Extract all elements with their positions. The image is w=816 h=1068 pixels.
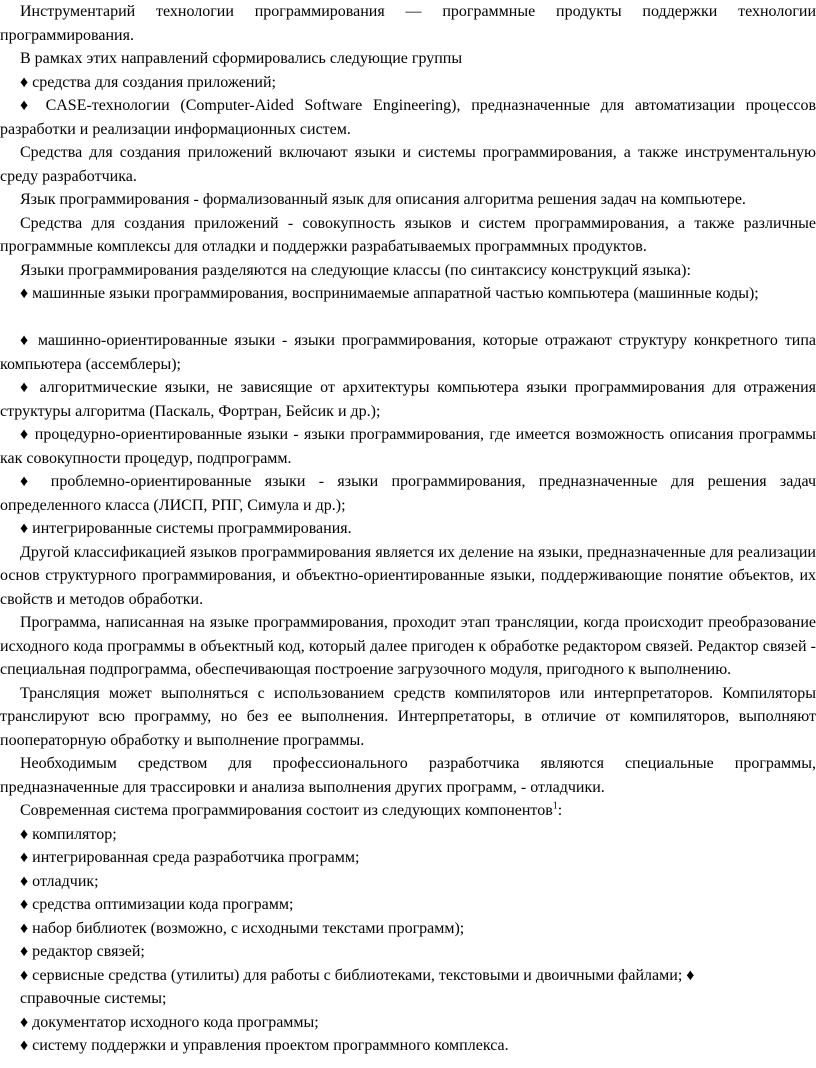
bullet-algorithmic: ♦ алгоритмические языки, не зависящие от архитектуры компьютера языки программирования для отражения структуры алгоритма (Паскаль, Фортран, Бейсик и др.); bbox=[0, 379, 816, 420]
list-item-ide: ♦ интегрированная среда разработчика программ; bbox=[20, 849, 360, 866]
list-item-help-systems: справочные системы; bbox=[20, 990, 167, 1007]
bullet-integrated-systems: ♦ интегрированные системы программирования. bbox=[20, 520, 352, 537]
paragraph-groups-intro: В рамках этих направлений сформировались следующие группы bbox=[20, 50, 463, 67]
bullet-machine-oriented: ♦ машинно-ориентированные языки - языки программирования, которые отражают структуру конкретного типа компьютера (ассемблеры); bbox=[0, 332, 816, 373]
list-item-libraries: ♦ набор библиотек (возможно, с исходными текстами программ); bbox=[20, 919, 465, 937]
bullet-app-tools: ♦ средства для создания приложений; bbox=[20, 73, 276, 91]
paragraph-toolkit-definition: Инструментарий технологии программирования — программные продукты поддержки технологии программирования. bbox=[0, 3, 816, 44]
components-intro-text: Современная система программирования состоит из следующих компонентов bbox=[20, 802, 553, 819]
list-item-optimizer: ♦ средства оптимизации кода программ; bbox=[20, 896, 294, 913]
paragraph-debuggers: Необходимым средством для профессионального разработчика являются специальные программы, предназначенные для трассировки и анализа выполнения других программ, - отладчики. bbox=[0, 755, 816, 796]
paragraph-other-classification: Другой классификацией языков программирования является их деление на языки, предназначенные для реализации основ структурного программирования, и объектно-ориентированные языки, поддерживающие понятие объектов, их свойств и методов обработки. bbox=[0, 543, 816, 608]
bullet-procedural: ♦ процедурно-ориентированные языки - языки программирования, где имеется возможность описания программы как совокупности процедур, подпрограмм. bbox=[0, 426, 816, 467]
list-item-project-management: ♦ систему поддержки и управления проектом программного комплекса. bbox=[20, 1037, 509, 1054]
paragraph-language-classes: Языки программирования разделяются на следующие классы (по синтаксису конструкций языка): bbox=[20, 261, 691, 279]
paragraph-compilers: Трансляция может выполняться с использованием средств компиляторов или интерпретаторов. Компиляторы транслируют всю программу, но без ее выполнения. Интерпретаторы, в отличие от компиляторов, выполняют пооператорную обработку и выполнение программы. bbox=[0, 684, 816, 749]
list-item-utilities: ♦ сервисные средства (утилиты) для работы с библиотеками, текстовыми и двоичными файлами; ♦ bbox=[20, 966, 695, 984]
bullet-problem-oriented: ♦ проблемно-ориентированные языки - языки программирования, предназначенные для решения задач определенного класса (ЛИСП, РПГ, Симула и др.); bbox=[0, 473, 816, 514]
bullet-machine-languages: ♦ машинные языки программирования, воспринимаемые аппаратной частью компьютера (машинные коды); bbox=[20, 285, 759, 302]
components-intro-colon: : bbox=[557, 802, 563, 819]
bullet-case-tech: ♦ CASE-технологии (Computer-Aided Software Engineering), предназначенные для автоматизации процессов разработки и реализации информационных систем. bbox=[0, 97, 816, 138]
list-item-debugger: ♦ отладчик; bbox=[20, 872, 99, 890]
list-item-linker: ♦ редактор связей; bbox=[20, 943, 145, 960]
list-item-compiler: ♦ компилятор; bbox=[20, 825, 117, 843]
paragraph-language-definition: Язык программирования - формализованный язык для описания алгоритма решения задач на компьютере. bbox=[20, 191, 746, 208]
paragraph-components-intro bbox=[0, 799, 816, 823]
paragraph-app-tools-definition: Средства для создания приложений - совокупность языков и систем программирования, а также различные программные комплексы для отладки и поддержки разрабатываемых программных продуктов. bbox=[0, 214, 816, 255]
list-item-documenter: ♦ документатор исходного кода программы; bbox=[20, 1013, 319, 1031]
footnote-marker[interactable]: 1 bbox=[552, 800, 558, 812]
paragraph-translation: Программа, написанная на языке программирования, проходит этап трансляции, когда происходит преобразование исходного кода программы в объектный код, который далее пригоден к обработке редактором связей. Редактор связей - специальная подпрограмма, обеспечивающая построение загрузочного модуля, пригодного к выполнению. bbox=[0, 614, 816, 678]
paragraph-app-tools-include: Средства для создания приложений включают языки и системы программирования, а также инструментальную среду разработчика. bbox=[0, 144, 816, 185]
